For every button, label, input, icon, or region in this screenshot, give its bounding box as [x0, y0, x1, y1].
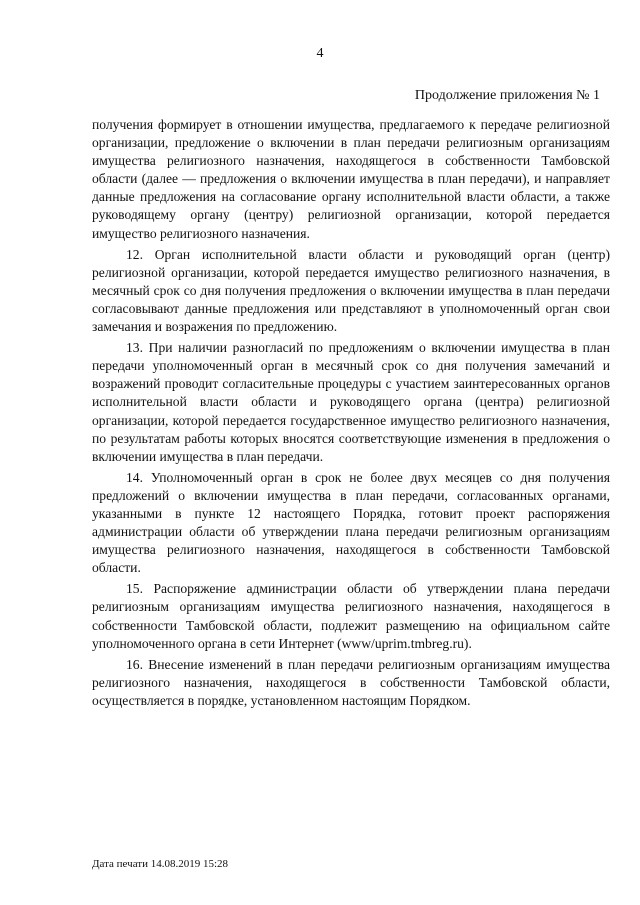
paragraph-12: 12. Орган исполнительной власти области и руководящий орган (центр) религиозной организации, которой передается имущество религиозного назначения, в месячный срок со дня получения предложения о включении имущества в план передачи согласовывают данные предложения или представляют в уполномоченный орган свои замечания и возражения по предложению. [92, 246, 610, 335]
document-body [92, 116, 610, 713]
paragraph-15: 15. Распоряжение администрации области об утверждении плана передачи религиозным организациям имущества религиозного назначения, находящегося в собственности Тамбовской области, подлежит размещению на официальном сайте уполномоченного органа в сети Интернет (www/uprim.tmbreg.ru). [92, 581, 610, 651]
print-date: Дата печати 14.08.2019 15:28 [92, 858, 229, 870]
appendix-continuation-note: Продолжение приложения № 1 [414, 88, 600, 103]
paragraph-continuation: получения формирует в отношении имущества, предлагаемого к передаче религиозной организации, предложение о включении в план передачи религиозным организациям имущества религиозного назначения, находящегося в собственности Тамбовской области (далее — предложения о включении имущества в план передачи), и направляет данные предложения на согласование органу исполнительной власти области, а также руководящему органу (центру) религиозной организации, которой передается имущество религиозного назначения. [92, 117, 610, 241]
paragraph-16: 16. Внесение изменений в план передачи религиозным организациям имущества религиозного назначения, находящегося в собственности Тамбовской области, осуществляется в порядке, установленном настоящим Порядком. [92, 656, 610, 708]
paragraph-14: 14. Уполномоченный орган в срок не более двух месяцев со дня получения предложений о включении имущества в план передачи, согласованных органами, указанными в пункте 12 настоящего Порядка, готовит проект распоряжения администрации области об утверждении плана передачи религиозным организациям имущества религиозного назначения, находящегося в собственности Тамбовской области. [92, 469, 610, 576]
paragraph-13: 13. При наличии разногласий по предложениям о включении имущества в план передачи уполномоченный орган в месячный срок со дня получения замечаний и возражений проводит согласительные процедуры с участием заинтересованных органов исполнительной власти области и руководящего органа (центра) религиозной организации, которой передается государственное имущество религиозного назначения, по результатам работы которых вносятся соответствующие изменения в предложения о включении имущества в план передачи. [92, 340, 610, 464]
page-number: 4 [316, 46, 324, 61]
